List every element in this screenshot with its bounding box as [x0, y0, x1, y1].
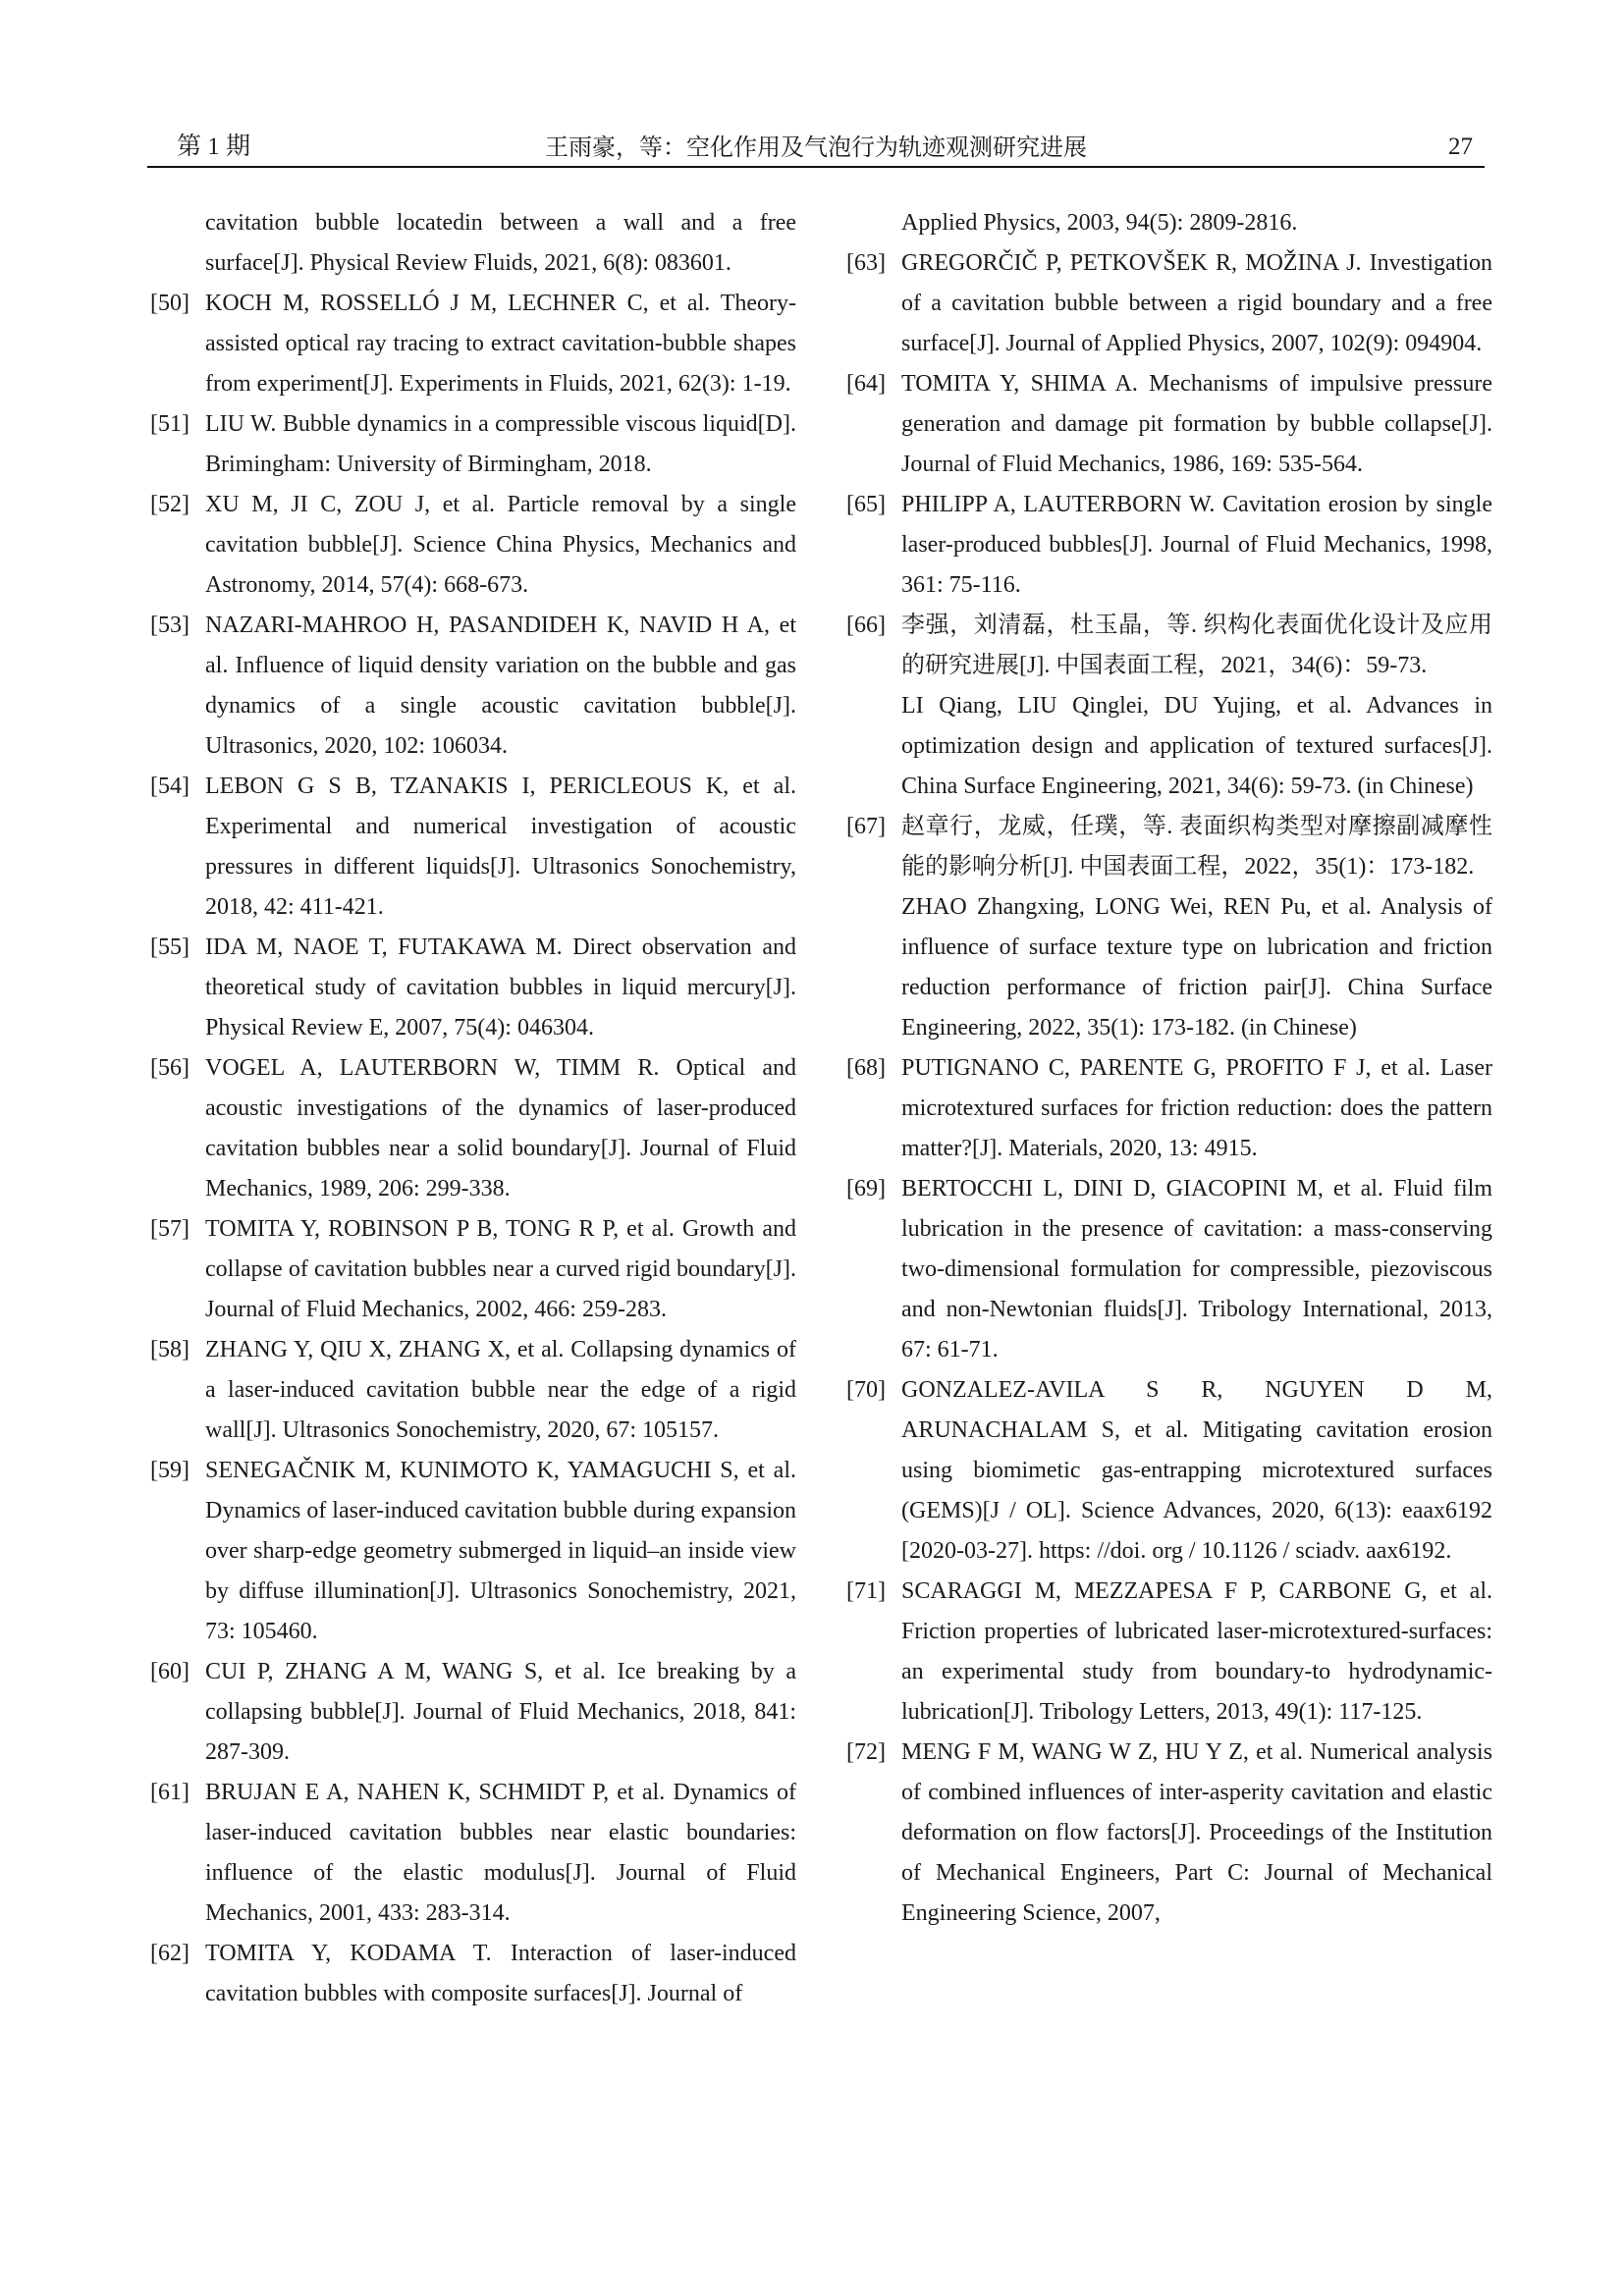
- reference-list-left: [150, 284, 796, 2014]
- reference-text-line: LIU W. Bubble dynamics in a compressible viscous liquid[D]. Brimingham: University of Birmingham, 2018.: [205, 411, 796, 477]
- reference-item: [150, 1934, 796, 2014]
- reference-text: [205, 1934, 796, 2014]
- reference-number: [64]: [846, 371, 886, 397]
- reference-text-line: PHILIPP A, LAUTERBORN W. Cavitation erosion by single laser-produced bubbles[J]. Journal of Fluid Mechanics, 1998, 361: 75-116.: [901, 492, 1492, 598]
- reference-text-line: CUI P, ZHANG A M, WANG S, et al. Ice breaking by a collapsing bubble[J]. Journal of Fluid Mechanics, 2018, 841: 287-309.: [205, 1659, 796, 1765]
- reference-number: [67]: [846, 814, 886, 839]
- reference-item: [846, 1048, 1492, 1169]
- reference-item: [150, 1048, 796, 1209]
- reference-number: [72]: [846, 1739, 886, 1765]
- reference-text-line: MENG F M, WANG W Z, HU Y Z, et al. Numerical analysis of combined influences of inter-asperity cavitation and elastic deformation on flow factors[J]. Proceedings of the Institution of Mechanical Engineers, Part C: Journal of Mechanical Engineering Science, 2007,: [901, 1739, 1492, 1926]
- reference-text-line: BERTOCCHI L, DINI D, GIACOPINI M, et al. Fluid film lubrication in the presence of cavitation: a mass-conserving two-dimensional formulation for compressible, piezoviscous and non-Newtonian fluids[J]. Tribology International, 2013, 67: 61-71.: [901, 1176, 1492, 1362]
- reference-text: [901, 807, 1492, 1048]
- reference-number: [70]: [846, 1377, 886, 1403]
- reference-number: [50]: [150, 291, 189, 316]
- running-header: [147, 128, 1485, 167]
- reference-text-line: 赵章行，龙威，任璞，等. 表面织构类型对摩擦副减摩性能的影响分析[J]. 中国表面工程，2022，35(1)：173-182.: [901, 814, 1492, 880]
- reference-number: [59]: [150, 1458, 189, 1483]
- reference-number: [69]: [846, 1176, 886, 1201]
- reference-number: [71]: [846, 1578, 886, 1604]
- reference-item: [846, 364, 1492, 485]
- page-number: 27: [1448, 133, 1473, 160]
- reference-text: [205, 606, 796, 767]
- reference-item: [846, 243, 1492, 364]
- reference-number: [63]: [846, 250, 886, 276]
- reference-text-line: TOMITA Y, SHIMA A. Mechanisms of impulsive pressure generation and damage pit formation by bubble collapse[J]. Journal of Fluid Mechanics, 1986, 169: 535-564.: [901, 371, 1492, 477]
- reference-text: [901, 1048, 1492, 1169]
- reference-number: [58]: [150, 1337, 189, 1362]
- reference-item: [846, 1169, 1492, 1370]
- reference-text: [205, 767, 796, 928]
- reference-text-line: NAZARI-MAHROO H, PASANDIDEH K, NAVID H A, et al. Influence of liquid density variation on the bubble and gas dynamics of a single acoustic cavitation bubble[J]. Ultrasonics, 2020, 102: 106034.: [205, 613, 796, 759]
- reference-item: [846, 485, 1492, 606]
- reference-item: [846, 1572, 1492, 1733]
- reference-item: [846, 1733, 1492, 1934]
- reference-item: [150, 1209, 796, 1330]
- reference-number: [51]: [150, 411, 189, 437]
- reference-item: [150, 1451, 796, 1652]
- reference-text: [901, 1370, 1492, 1572]
- reference-text: [205, 485, 796, 606]
- reference-number: [60]: [150, 1659, 189, 1684]
- reference-number: [65]: [846, 492, 886, 517]
- reference-text-line: 李强，刘清磊，杜玉晶，等. 织构化表面优化设计及应用的研究进展[J]. 中国表面工程，2021，34(6)：59-73.: [901, 613, 1492, 678]
- reference-text: [901, 243, 1492, 364]
- reference-number: [62]: [150, 1941, 189, 1966]
- reference-text-line: KOCH M, ROSSELLÓ J M, LECHNER C, et al. Theory-assisted optical ray tracing to extract cavitation-bubble shapes from experiment[J]. Experiments in Fluids, 2021, 62(3): 1-19.: [205, 291, 796, 397]
- reference-item: [846, 606, 1492, 807]
- reference-text-line: TOMITA Y, KODAMA T. Interaction of laser-induced cavitation bubbles with composite surfaces[J]. Journal of: [205, 1941, 796, 2006]
- reference-number: [52]: [150, 492, 189, 517]
- reference-number: [56]: [150, 1055, 189, 1081]
- reference-translation: ZHAO Zhangxing, LONG Wei, REN Pu, et al. Analysis of influence of surface texture type on lubrication and friction reduction performance of friction pair[J]. China Surface Engineering, 2022, 35(1): 173-182. (in Chinese): [901, 894, 1492, 1041]
- reference-text: [901, 1169, 1492, 1370]
- reference-text: [205, 1048, 796, 1209]
- reference-item: [150, 1652, 796, 1773]
- reference-text: [901, 1733, 1492, 1934]
- reference-text-line: GREGORČIČ P, PETKOVŠEK R, MOŽINA J. Investigation of a cavitation bubble between a rigid boundary and a free surface[J]. Journal of Applied Physics, 2007, 102(9): 094904.: [901, 250, 1492, 356]
- reference-text-line: GONZALEZ-AVILA S R, NGUYEN D M, ARUNACHALAM S, et al. Mitigating cavitation erosion using biomimetic gas-entrapping microtextured surfaces (GEMS)[J / OL]. Science Advances, 2020, 6(13): eaax6192 [2020-03-27]. https: //doi. org / 10.1126 / sciadv. aax6192.: [901, 1377, 1492, 1564]
- reference-item: [846, 807, 1492, 1048]
- reference-text: [901, 364, 1492, 485]
- reference-text: [901, 1572, 1492, 1733]
- reference-list-right: [846, 243, 1492, 1934]
- reference-text: [901, 606, 1492, 807]
- reference-text: [205, 284, 796, 404]
- reference-text: [205, 1773, 796, 1934]
- right-column: [846, 203, 1492, 1934]
- reference-text-line: PUTIGNANO C, PARENTE G, PROFITO F J, et al. Laser microtextured surfaces for friction reduction: does the pattern matter?[J]. Materials, 2020, 13: 4915.: [901, 1055, 1492, 1161]
- reference-item: [150, 404, 796, 485]
- reference-number: [53]: [150, 613, 189, 638]
- reference-number: [61]: [150, 1780, 189, 1805]
- reference-item: [150, 284, 796, 404]
- issue-number: 第 1 期: [177, 133, 251, 160]
- reference-continuation: Applied Physics, 2003, 94(5): 2809-2816.: [901, 210, 1298, 236]
- reference-number: [66]: [846, 613, 886, 638]
- reference-number: [54]: [150, 774, 189, 799]
- reference-text: [205, 1209, 796, 1330]
- reference-item: [150, 928, 796, 1048]
- reference-text: [205, 404, 796, 485]
- reference-text-line: ZHANG Y, QIU X, ZHANG X, et al. Collapsing dynamics of a laser-induced cavitation bubble near the edge of a rigid wall[J]. Ultrasonics Sonochemistry, 2020, 67: 105157.: [205, 1337, 796, 1443]
- reference-item: [846, 1370, 1492, 1572]
- reference-item: [150, 485, 796, 606]
- reference-continuation: cavitation bubble locatedin between a wall and a free surface[J]. Physical Review Fluids, 2021, 6(8): 083601.: [205, 210, 796, 276]
- reference-text: [205, 1330, 796, 1451]
- reference-text-line: SCARAGGI M, MEZZAPESA F P, CARBONE G, et al. Friction properties of lubricated laser-microtextured-surfaces: an experimental study from boundary-to hydrodynamic-lubrication[J]. Tribology Letters, 2013, 49(1): 117-125.: [901, 1578, 1492, 1725]
- reference-text-line: VOGEL A, LAUTERBORN W, TIMM R. Optical and acoustic investigations of the dynamics of laser-produced cavitation bubbles near a solid boundary[J]. Journal of Fluid Mechanics, 1989, 206: 299-338.: [205, 1055, 796, 1201]
- header-rule: [147, 166, 1485, 168]
- reference-text: [901, 485, 1492, 606]
- reference-number: [68]: [846, 1055, 886, 1081]
- reference-text-line: XU M, JI C, ZOU J, et al. Particle removal by a single cavitation bubble[J]. Science China Physics, Mechanics and Astronomy, 2014, 57(4): 668-673.: [205, 492, 796, 598]
- reference-text: [205, 1652, 796, 1773]
- reference-number: [55]: [150, 934, 189, 960]
- reference-text: [205, 1451, 796, 1652]
- reference-text-line: BRUJAN E A, NAHEN K, SCHMIDT P, et al. Dynamics of laser-induced cavitation bubbles near elastic boundaries: influence of the elastic modulus[J]. Journal of Fluid Mechanics, 2001, 433: 283-314.: [205, 1780, 796, 1926]
- reference-number: [57]: [150, 1216, 189, 1242]
- left-column: [150, 203, 796, 2014]
- reference-text-line: LEBON G S B, TZANAKIS I, PERICLEOUS K, et al. Experimental and numerical investigation of acoustic pressures in different liquids[J]. Ultrasonics Sonochemistry, 2018, 42: 411-421.: [205, 774, 796, 920]
- reference-text-line: SENEGAČNIK M, KUNIMOTO K, YAMAGUCHI S, et al. Dynamics of laser-induced cavitation bubble during expansion over sharp-edge geometry submerged in liquid–an inside view by diffuse illumination[J]. Ultrasonics Sonochemistry, 2021, 73: 105460.: [205, 1458, 797, 1644]
- reference-item: [150, 767, 796, 928]
- reference-text-line: TOMITA Y, ROBINSON P B, TONG R P, et al. Growth and collapse of cavitation bubbles near a curved rigid boundary[J]. Journal of Fluid Mechanics, 2002, 466: 259-283.: [205, 1216, 796, 1322]
- reference-item: [150, 606, 796, 767]
- reference-text: [205, 928, 796, 1048]
- reference-translation: LI Qiang, LIU Qinglei, DU Yujing, et al. Advances in optimization design and application of textured surfaces[J]. China Surface Engineering, 2021, 34(6): 59-73. (in Chinese): [901, 693, 1492, 799]
- reference-text-line: IDA M, NAOE T, FUTAKAWA M. Direct observation and theoretical study of cavitation bubbles in liquid mercury[J]. Physical Review E, 2007, 75(4): 046304.: [205, 934, 796, 1041]
- running-title: 王雨豪，等：空化作用及气泡行为轨迹观测研究进展: [545, 133, 1087, 161]
- reference-item: [150, 1330, 796, 1451]
- reference-item: [150, 1773, 796, 1934]
